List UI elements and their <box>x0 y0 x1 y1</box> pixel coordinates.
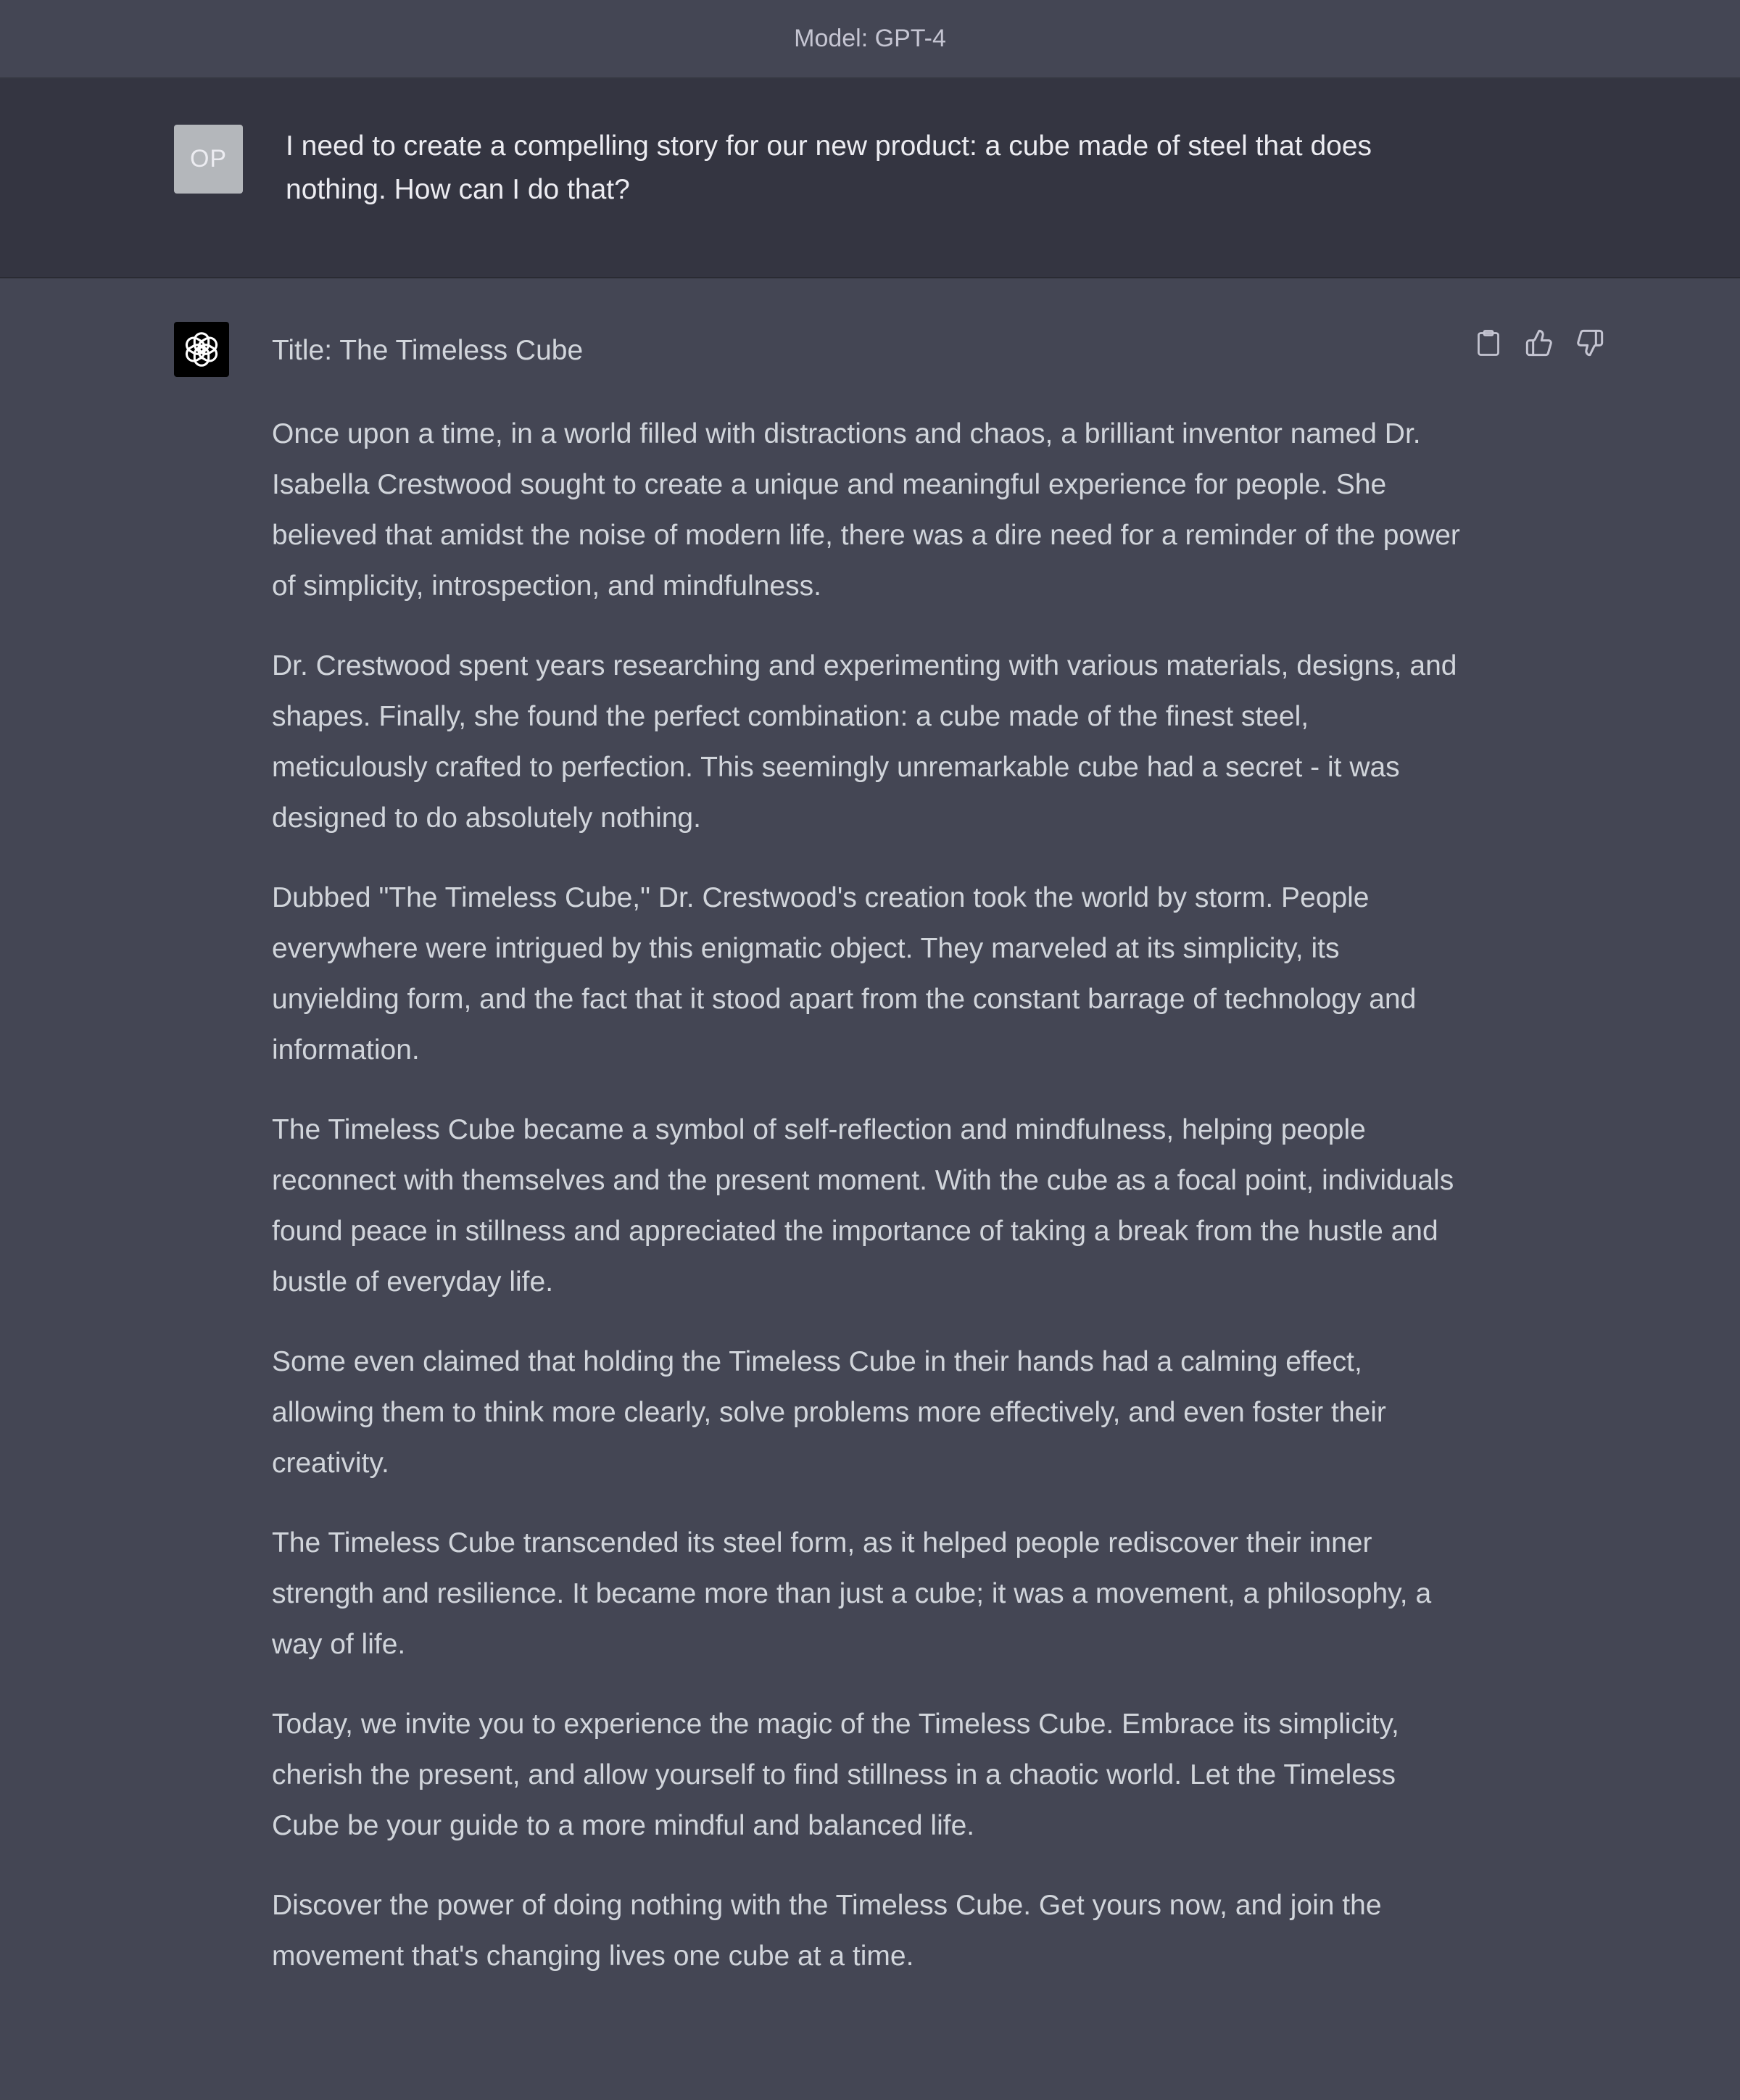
thumbs-up-button[interactable] <box>1522 326 1556 360</box>
message-actions <box>1472 326 1607 360</box>
thumbs-down-button[interactable] <box>1573 326 1607 360</box>
response-paragraph: Today, we invite you to experience the magic of the Timeless Cube. Embrace its simplicity, cherish the present, and allow yourself to find stillness in a chaotic world. Let the Timeless Cube be your guide to a more mindful and balanced life. <box>272 1709 1399 1841</box>
assistant-message-row <box>0 278 1740 2100</box>
model-label: Model: GPT-4 <box>794 24 946 52</box>
response-paragraph: Some even claimed that holding the Timeless Cube in their hands had a calming effect, allowing them to think more clearly, solve problems more effectively, and even foster their creativity. <box>272 1346 1386 1479</box>
clipboard-icon <box>1475 328 1501 357</box>
response-paragraph: Dr. Crestwood spent years researching and experimenting with various materials, designs, and shapes. Finally, she found the perfect combination: a cube made of the finest steel, meticulously crafted to perfection. This seemingly unremarkable cube had a secret - it was designed to do absolutely nothing. <box>272 650 1457 834</box>
user-message-text: I need to create a compelling story for our new product: a cube made of steel that does nothing. How can I do that? <box>286 130 1372 205</box>
response-paragraph: The Timeless Cube transcended its steel form, as it helped people rediscover their inner strength and resilience. It became more than just a cube; it was a movement, a philosophy, a way of life. <box>272 1527 1432 1660</box>
assistant-avatar <box>174 322 229 377</box>
top-bar <box>0 0 1740 78</box>
response-paragraph: Dubbed "The Timeless Cube," Dr. Crestwood's creation took the world by storm. People everywhere were intrigued by this enigmatic object. They marveled at its simplicity, its unyielding form, and the fact that it stood apart from the constant barrage of technology and information. <box>272 882 1417 1066</box>
response-paragraph: Once upon a time, in a world filled with distractions and chaos, a brilliant inventor named Dr. Isabella Crestwood sought to create a unique and meaningful experience for people. She believed that amidst the noise of modern life, there was a dire need for a reminder of the power of simplicity, introspection, and mindfulness. <box>272 418 1460 602</box>
response-paragraph: The Timeless Cube became a symbol of self-reflection and mindfulness, helping people reconnect with themselves and the present moment. With the cube as a focal point, individuals found peace in stillness and appreciated the importance of taking a break from the hustle and bustle of everyday life. <box>272 1114 1454 1298</box>
assistant-response <box>272 322 1461 1982</box>
user-message-row <box>0 78 1740 278</box>
response-title: Title: The Timeless Cube <box>272 335 584 366</box>
openai-logo-icon <box>181 328 223 370</box>
thumbs-up-icon <box>1525 328 1554 357</box>
thumbs-down-icon <box>1575 328 1604 357</box>
response-paragraph: Discover the power of doing nothing with the Timeless Cube. Get yours now, and join the movement that's changing lives one cube at a time. <box>272 1890 1382 1972</box>
user-avatar <box>174 125 243 194</box>
copy-button[interactable] <box>1472 326 1505 360</box>
user-avatar-initials: OP <box>189 145 228 173</box>
